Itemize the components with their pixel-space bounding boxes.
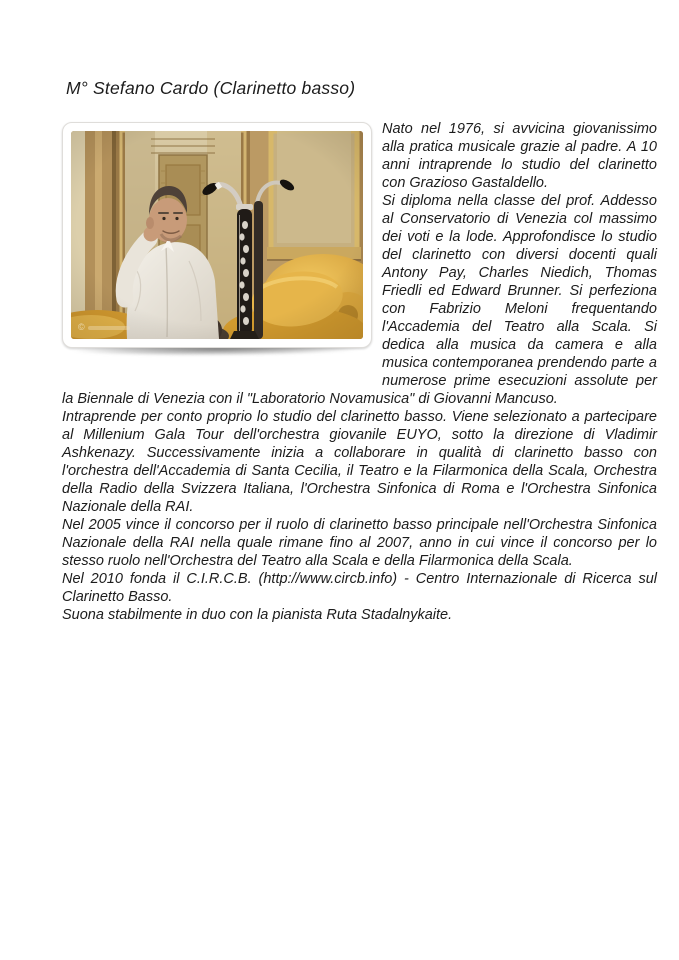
biography-text [62,120,657,624]
portrait-photo [62,122,372,348]
bio-paragraph-4: Nel 2005 vince il concorso per il ruolo di clarinetto basso principale nell'Orchestra Sinfonica Nazionale della RAI nella quale rimane fino al 2007, anno in cui vince il concorso per lo stesso ruolo nell'Orchestra del Teatro alla Scala e della Filarmonica della Scala. [62,517,657,569]
photo-watermark [78,323,130,332]
bio-paragraph-6: Suona stabilmente in duo con la pianista Ruta Stadalnykaite. [62,607,453,623]
copyright-icon: © [78,322,85,332]
page-title: M° Stefano Cardo (Clarinetto basso) [66,78,356,98]
photo-vignette [71,131,363,339]
bio-paragraph-5: Nel 2010 fonda il C.I.R.C.B. (http://www.circb.info) - Centro Internazionale di Ricerca sul Clarinetto Basso. [62,571,657,605]
bio-paragraph-2: Si diploma nella classe del prof. Addesso al Conservatorio di Venezia col massimo dei voti e la lode. Approfondisce lo studio del clarinetto con diversi docenti quali Antony Pay, Charles Niedich, Thomas Friedli ed Edward Brunner. Si perfeziona con Fabrizio Meloni frequentando l'Accademia del Teatro alla Scala. Si dedica alla musica da camera e alla musica contemporanea prendendo parte a numerose prime esecuzioni assolute per la Biennale di Venezia con il "Laboratorio Novamusica" di Giovanni Mancuso. [62,193,657,407]
bio-paragraph-3: Intraprende per conto proprio lo studio del clarinetto basso. Viene selezionato a partecipare al Millenium Gala Tour dell'orchestra giovanile EUYO, sotto la direzione di Vladimir Ashkenazy. Successivamente inizia a collaborare in qualità di clarinetto basso con l'orchestra dell'Accademia di Santa Cecilia, il Teatro e la Filarmonica della Scala, Orchestra della Radio della Svizzera Italiana, l'Orchestra Sinfonica di Roma e l'Orchestra Sinfonica Nazionale della RAI. [62,409,657,515]
bio-paragraph-1: Nato nel 1976, si avvicina giovanissimo alla pratica musicale grazie al padre. A 10 anni intraprende lo studio del clarinetto con Grazioso Gastaldello. [382,121,657,191]
portrait-photo-image [71,131,363,339]
portrait-photo-frame [62,122,372,348]
watermark-text-bar [88,326,130,330]
